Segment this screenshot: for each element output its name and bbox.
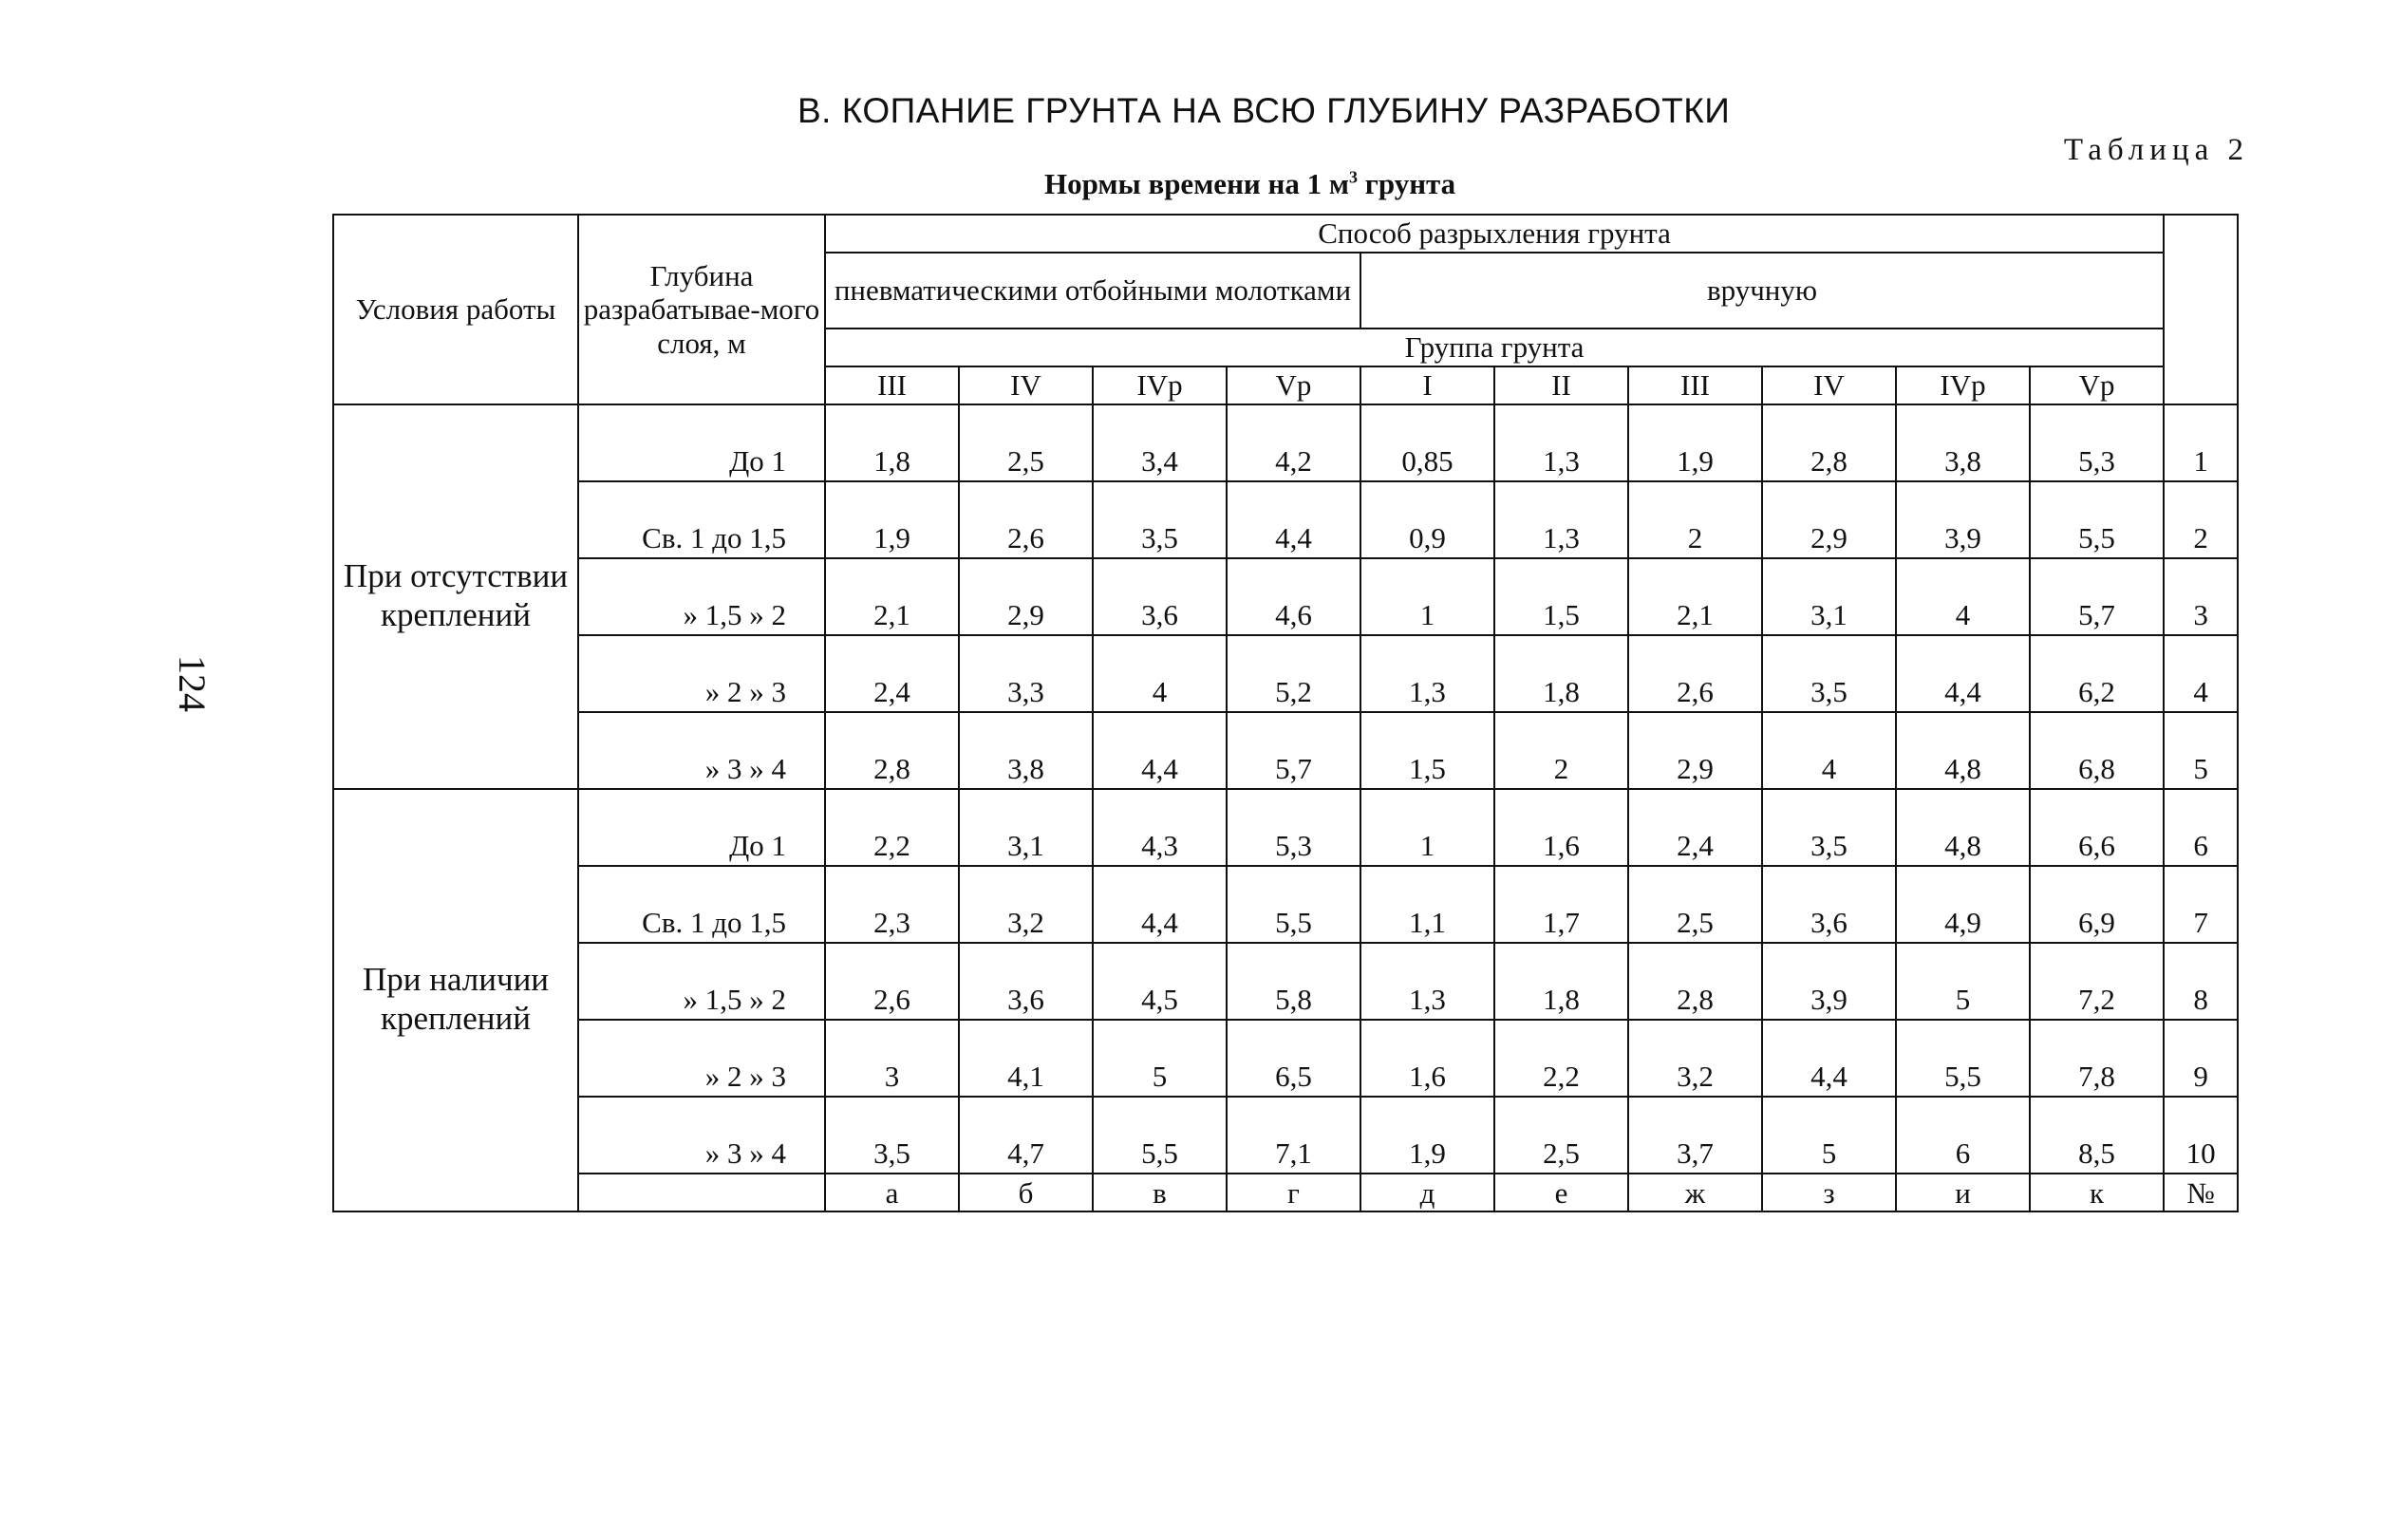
value-cell: 4 [1093, 635, 1227, 712]
value-cell: 1,3 [1494, 481, 1628, 558]
value-cell: 4,8 [1896, 712, 2030, 789]
depth-cell: » 2 » 3 [578, 1020, 825, 1097]
row-number-cell: 6 [2164, 789, 2238, 866]
value-cell: 3,3 [959, 635, 1093, 712]
depth-cell: До 1 [578, 404, 825, 481]
value-cell: 5,5 [1093, 1097, 1227, 1174]
pneumatic-header: пневматическими отбойными молотками [825, 253, 1360, 329]
column-letter-cell: и [1896, 1174, 2030, 1211]
column-letter-cell: б [959, 1174, 1093, 1211]
value-cell: 3,2 [959, 866, 1093, 943]
condition-cell: При отсутствии креплений [333, 404, 578, 789]
value-cell: 1,6 [1360, 1020, 1494, 1097]
value-cell: 1,9 [1628, 404, 1762, 481]
table-row [333, 789, 2238, 866]
value-cell: 1,1 [1360, 866, 1494, 943]
value-cell: 3,5 [1762, 635, 1896, 712]
value-cell: 3,5 [825, 1097, 959, 1174]
value-cell: 4,4 [1896, 635, 2030, 712]
row-number-cell: 9 [2164, 1020, 2238, 1097]
value-cell: 4 [1896, 558, 2030, 635]
value-cell: 5,3 [1227, 789, 1360, 866]
value-cell: 6,8 [2030, 712, 2164, 789]
soil-group-cell: I [1360, 366, 1494, 404]
value-cell: 6,5 [1227, 1020, 1360, 1097]
value-cell: 5,7 [2030, 558, 2164, 635]
table-row [333, 481, 2238, 558]
section-title: В. КОПАНИЕ ГРУНТА НА ВСЮ ГЛУБИНУ РАЗРАБОТКИ [797, 91, 1731, 130]
value-cell: 5,5 [1227, 866, 1360, 943]
column-letter-cell: ж [1628, 1174, 1762, 1211]
value-cell: 7,2 [2030, 943, 2164, 1020]
value-cell: 1,9 [1360, 1097, 1494, 1174]
column-letter-cell: г [1227, 1174, 1360, 1211]
column-letter-cell: з [1762, 1174, 1896, 1211]
row-number-cell: 2 [2164, 481, 2238, 558]
condition-cell: При наличии креплений [333, 789, 578, 1211]
value-cell: 2 [1628, 481, 1762, 558]
value-cell: 3,4 [1093, 404, 1227, 481]
value-cell: 4,4 [1227, 481, 1360, 558]
caption-superscript: 3 [1349, 167, 1359, 187]
table-label: Таблица 2 [2063, 133, 2249, 167]
value-cell: 4,7 [959, 1097, 1093, 1174]
value-cell: 3 [825, 1020, 959, 1097]
value-cell: 3,6 [959, 943, 1093, 1020]
value-cell: 2,9 [959, 558, 1093, 635]
value-cell: 2,4 [825, 635, 959, 712]
column-letter-cell: д [1360, 1174, 1494, 1211]
soil-group-cell: Vp [2030, 366, 2164, 404]
soil-group-header: Группа грунта [825, 329, 2164, 366]
value-cell: 3,1 [959, 789, 1093, 866]
value-cell: 2 [1494, 712, 1628, 789]
value-cell: 4,4 [1093, 712, 1227, 789]
page-number: 124 [171, 655, 214, 712]
empty-depth-cell [578, 1174, 825, 1211]
value-cell: 2,2 [825, 789, 959, 866]
row-number-cell: 5 [2164, 712, 2238, 789]
value-cell: 4 [1762, 712, 1896, 789]
value-cell: 2,1 [825, 558, 959, 635]
value-cell: 0,85 [1360, 404, 1494, 481]
value-cell: 5,2 [1227, 635, 1360, 712]
depth-cell: До 1 [578, 789, 825, 866]
value-cell: 3,6 [1762, 866, 1896, 943]
manual-header: вручную [1360, 253, 2164, 329]
value-cell: 5 [1896, 943, 2030, 1020]
row-number-cell: 8 [2164, 943, 2238, 1020]
value-cell: 6,9 [2030, 866, 2164, 943]
value-cell: 4,6 [1227, 558, 1360, 635]
value-cell: 2,9 [1762, 481, 1896, 558]
value-cell: 3,9 [1896, 481, 2030, 558]
value-cell: 5,8 [1227, 943, 1360, 1020]
value-cell: 3,5 [1762, 789, 1896, 866]
value-cell: 5,7 [1227, 712, 1360, 789]
value-cell: 1,8 [1494, 635, 1628, 712]
value-cell: 3,2 [1628, 1020, 1762, 1097]
value-cell: 1,3 [1360, 635, 1494, 712]
caption-suffix: грунта [1358, 167, 1456, 200]
value-cell: 1,3 [1494, 404, 1628, 481]
value-cell: 4,1 [959, 1020, 1093, 1097]
depth-cell: Св. 1 до 1,5 [578, 866, 825, 943]
depth-cell: » 3 » 4 [578, 1097, 825, 1174]
soil-group-cell: III [1628, 366, 1762, 404]
value-cell: 4,5 [1093, 943, 1227, 1020]
depth-cell: » 3 » 4 [578, 712, 825, 789]
depth-header: Глубина разрабатывае-мого слоя, м [578, 215, 825, 404]
column-letters-row [333, 1174, 2238, 1211]
row-number-cell: 10 [2164, 1097, 2238, 1174]
value-cell: 2,6 [959, 481, 1093, 558]
value-cell: 3,8 [959, 712, 1093, 789]
number-column-header [2164, 215, 2238, 404]
table-row [333, 1097, 2238, 1174]
value-cell: 5,5 [2030, 481, 2164, 558]
conditions-header: Условия работы [333, 215, 578, 404]
value-cell: 1,8 [1494, 943, 1628, 1020]
row-number-cell: 3 [2164, 558, 2238, 635]
value-cell: 5 [1093, 1020, 1227, 1097]
value-cell: 7,8 [2030, 1020, 2164, 1097]
number-sign-cell: № [2164, 1174, 2238, 1211]
value-cell: 1,5 [1360, 712, 1494, 789]
value-cell: 3,9 [1762, 943, 1896, 1020]
value-cell: 3,7 [1628, 1097, 1762, 1174]
value-cell: 4,4 [1762, 1020, 1896, 1097]
value-cell: 3,6 [1093, 558, 1227, 635]
table-row [333, 404, 2238, 481]
row-number-cell: 1 [2164, 404, 2238, 481]
value-cell: 4,3 [1093, 789, 1227, 866]
value-cell: 2,5 [959, 404, 1093, 481]
value-cell: 6 [1896, 1097, 2030, 1174]
column-letter-cell: к [2030, 1174, 2164, 1211]
table-caption [1044, 167, 1455, 201]
column-letter-cell: в [1093, 1174, 1227, 1211]
value-cell: 2,2 [1494, 1020, 1628, 1097]
column-letter-cell: е [1494, 1174, 1628, 1211]
soil-group-cell: Vp [1227, 366, 1360, 404]
value-cell: 3,5 [1093, 481, 1227, 558]
value-cell: 4,8 [1896, 789, 2030, 866]
soil-group-cell: III [825, 366, 959, 404]
value-cell: 3,1 [1762, 558, 1896, 635]
value-cell: 1,3 [1360, 943, 1494, 1020]
value-cell: 0,9 [1360, 481, 1494, 558]
table-row [333, 1020, 2238, 1097]
value-cell: 6,6 [2030, 789, 2164, 866]
column-letter-cell: а [825, 1174, 959, 1211]
depth-cell: Св. 1 до 1,5 [578, 481, 825, 558]
table-row [333, 712, 2238, 789]
value-cell: 2,8 [1628, 943, 1762, 1020]
table-row [333, 943, 2238, 1020]
value-cell: 6,2 [2030, 635, 2164, 712]
value-cell: 5,5 [1896, 1020, 2030, 1097]
table-row [333, 635, 2238, 712]
value-cell: 5,3 [2030, 404, 2164, 481]
soil-group-cell: IV [959, 366, 1093, 404]
value-cell: 2,1 [1628, 558, 1762, 635]
value-cell: 2,3 [825, 866, 959, 943]
value-cell: 2,6 [1628, 635, 1762, 712]
value-cell: 1,5 [1494, 558, 1628, 635]
value-cell: 2,6 [825, 943, 959, 1020]
depth-cell: » 2 » 3 [578, 635, 825, 712]
depth-cell: » 1,5 » 2 [578, 943, 825, 1020]
value-cell: 1,7 [1494, 866, 1628, 943]
soil-group-cell: II [1494, 366, 1628, 404]
soil-group-cell: IV [1762, 366, 1896, 404]
row-number-cell: 4 [2164, 635, 2238, 712]
value-cell: 8,5 [2030, 1097, 2164, 1174]
value-cell: 2,5 [1494, 1097, 1628, 1174]
method-header: Способ разрыхления грунта [825, 215, 2164, 253]
value-cell: 2,8 [825, 712, 959, 789]
depth-cell: » 1,5 » 2 [578, 558, 825, 635]
soil-group-cell: IVp [1896, 366, 2030, 404]
value-cell: 1 [1360, 558, 1494, 635]
table-row [333, 866, 2238, 943]
value-cell: 1,6 [1494, 789, 1628, 866]
norms-table [332, 214, 2239, 1212]
caption-text: Нормы времени на 1 м [1044, 167, 1350, 200]
value-cell: 4,2 [1227, 404, 1360, 481]
soil-group-cell: IVp [1093, 366, 1227, 404]
value-cell: 2,9 [1628, 712, 1762, 789]
row-number-cell: 7 [2164, 866, 2238, 943]
value-cell: 1,8 [825, 404, 959, 481]
value-cell: 4,4 [1093, 866, 1227, 943]
value-cell: 5 [1762, 1097, 1896, 1174]
value-cell: 7,1 [1227, 1097, 1360, 1174]
value-cell: 4,9 [1896, 866, 2030, 943]
value-cell: 2,5 [1628, 866, 1762, 943]
value-cell: 2,8 [1762, 404, 1896, 481]
value-cell: 1 [1360, 789, 1494, 866]
value-cell: 1,9 [825, 481, 959, 558]
value-cell: 2,4 [1628, 789, 1762, 866]
table-row [333, 558, 2238, 635]
value-cell: 3,8 [1896, 404, 2030, 481]
